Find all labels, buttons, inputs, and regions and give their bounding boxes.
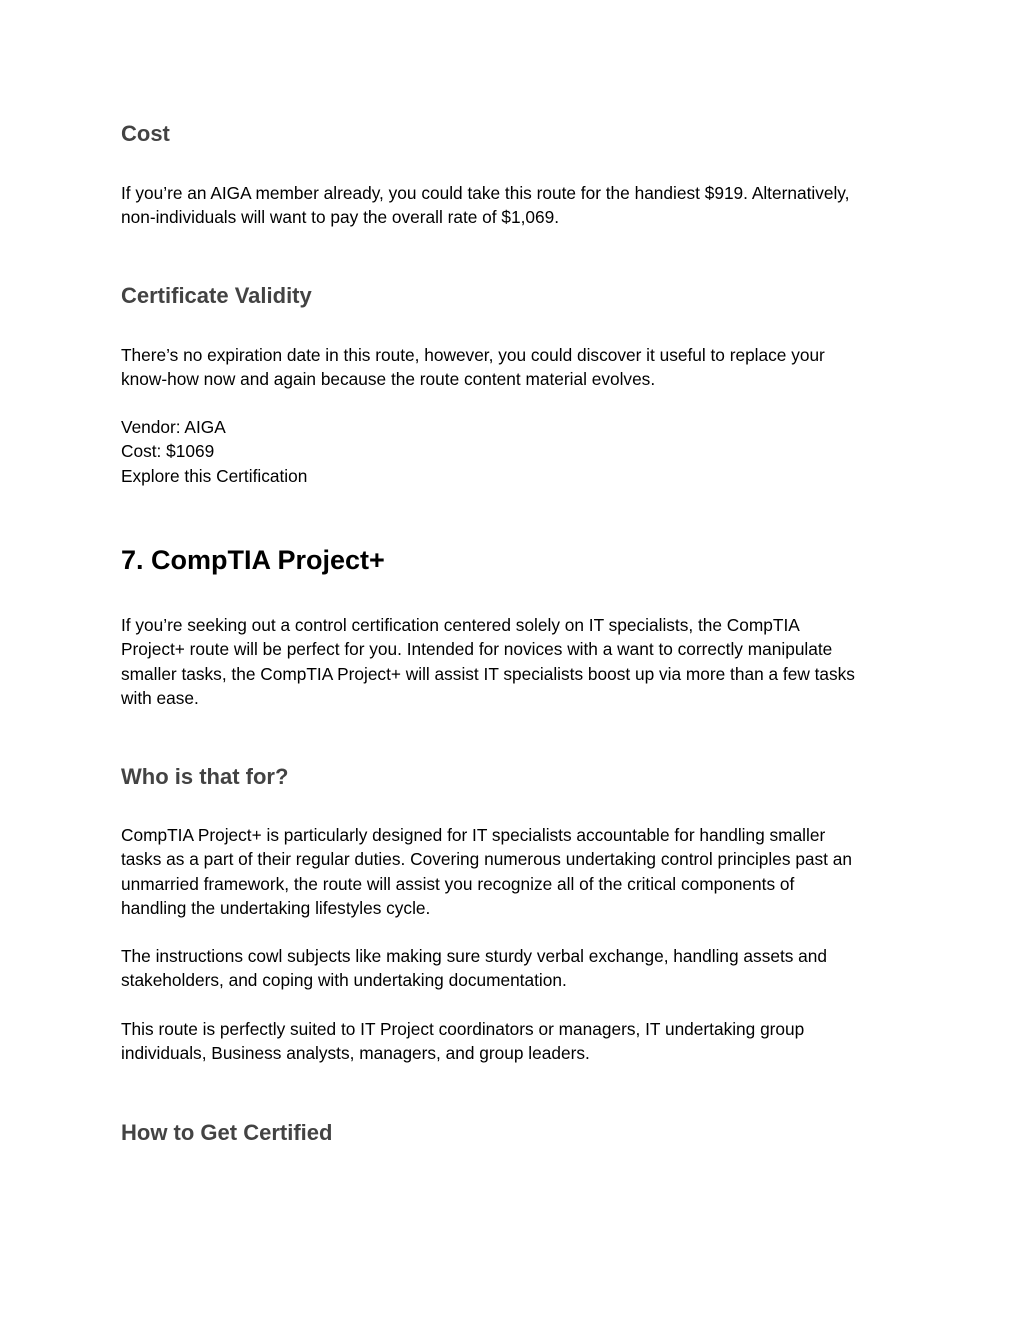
text-line: non-individuals will want to pay the overall rate of $1,069. bbox=[121, 207, 560, 228]
vendor-details bbox=[121, 415, 911, 488]
text-line: know-how now and again because the route content material evolves. bbox=[121, 369, 656, 390]
comptia-project-heading: 7. CompTIA Project+ bbox=[121, 545, 385, 575]
text-line: If you’re seeking out a control certification centered solely on IT specialists, the CompTIA bbox=[121, 615, 800, 635]
certificate-validity-heading: Certificate Validity bbox=[121, 283, 312, 308]
who-paragraph-2 bbox=[121, 944, 911, 993]
text-line: handling the undertaking lifestyles cycle. bbox=[121, 898, 431, 919]
text-line: Project+ route will be perfect for you. Intended for novices with a want to correctly manipulate bbox=[121, 639, 833, 660]
text-line: with ease. bbox=[121, 688, 199, 709]
text-line: unmarried framework, the route will assist you recognize all of the critical components of bbox=[121, 873, 795, 894]
explore-certification-line: Explore this Certification bbox=[121, 465, 308, 486]
cost-heading: Cost bbox=[121, 121, 170, 146]
comptia-paragraph bbox=[121, 613, 911, 711]
vendor-line: Vendor: AIGA bbox=[121, 417, 226, 437]
text-line: If you’re an AIGA member already, you could take this route for the handiest $919. Alternatively, bbox=[121, 183, 850, 203]
text-line: individuals, Business analysts, managers, and group leaders. bbox=[121, 1043, 590, 1064]
text-line: The instructions cowl subjects like making sure sturdy verbal exchange, handling assets and bbox=[121, 946, 828, 966]
who-paragraph-3 bbox=[121, 1017, 911, 1066]
how-to-get-certified-heading: How to Get Certified bbox=[121, 1120, 333, 1145]
text-line: There’s no expiration date in this route, however, you could discover it useful to replace your bbox=[121, 345, 825, 365]
text-line: stakeholders, and coping with undertaking documentation. bbox=[121, 970, 567, 991]
cost-line: Cost: $1069 bbox=[121, 441, 215, 462]
text-line: This route is perfectly suited to IT Project coordinators or managers, IT undertaking group bbox=[121, 1019, 805, 1039]
validity-paragraph bbox=[121, 343, 911, 392]
text-line: smaller tasks, the CompTIA Project+ will assist IT specialists boost up via more than a few tasks bbox=[121, 663, 855, 684]
who-paragraph-1 bbox=[121, 823, 911, 921]
text-line: CompTIA Project+ is particularly designed for IT specialists accountable for handling smaller bbox=[121, 825, 826, 845]
cost-paragraph bbox=[121, 181, 911, 230]
text-line: tasks as a part of their regular duties. Covering numerous undertaking control principles past an bbox=[121, 849, 853, 870]
who-is-that-for-heading: Who is that for? bbox=[121, 764, 289, 789]
